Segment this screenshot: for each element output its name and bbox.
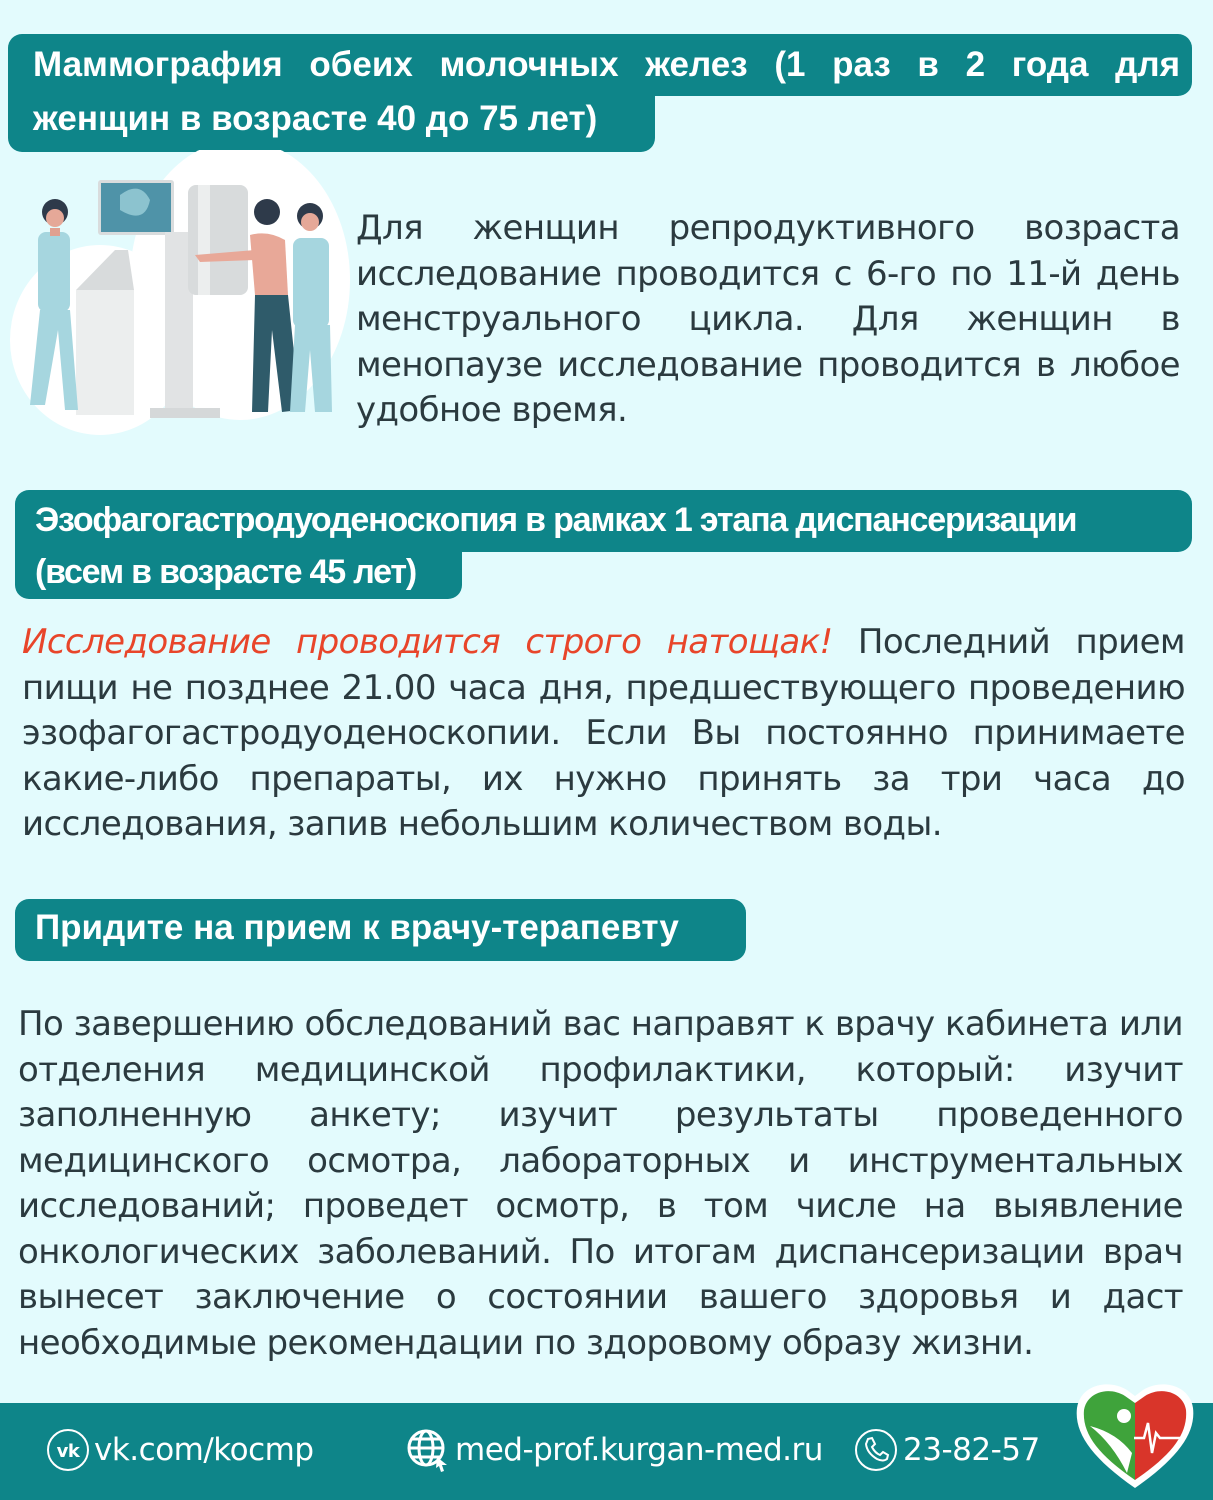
footer [0,1403,1213,1500]
mammography-text: Для женщин репродуктивного возраста исследование проводится с 6-го по 11-й день менструального цикла. Для женщин в менопаузе исследование проводится в любое удобное время. [356,208,1180,430]
vk-label: vk.com/kocmp [94,1432,314,1468]
egds-text [22,620,1185,848]
section-title-therapist: Придите на прием к врачу-терапевту [15,899,746,961]
vk-icon [46,1428,90,1472]
svg-text:vk: vk [56,1441,80,1462]
globe-icon [405,1427,451,1473]
phone-icon [853,1427,899,1473]
section-title-egds: Эзофагогастродуоденоскопия в рамках 1 этапа диспансеризации [15,490,1192,552]
therapist-text: По завершению обследований вас направят к врачу кабинета или отделения медицинской профилактики, который: изучит заполненную анкету; изучит результаты проведенного медицинского осмотра, лабораторных и инструментальных исследований; проведет осмотр, в том числе на выявление онкологических заболеваний. По итогам диспансеризации врач вынесет заключение о состоянии вашего здоровья и даст необходимые рекомендации по здоровому образу жизни. [18,1004,1183,1363]
section-title-mammography-line2: женщин в возрасте 40 до 75 лет) [8,94,655,152]
section-title-mammography: Маммография обеих молочных желез (1 раз в 2 года для [8,34,1192,96]
vk-link[interactable] [46,1425,314,1475]
phone-label: 23-82-57 [903,1432,1040,1468]
egds-instructions: Последний прием пищи не позднее 21.00 часа дня, предшествующего проведению эзофагогастродуоденоскопии. Если Вы постоянно принимаете какие-либо препараты, их нужно принять за три часа до исследования, запив небольшим количеством воды. [22,622,1185,844]
heart-logo [1072,1378,1198,1496]
site-label: med-prof.kurgan-med.ru [455,1432,823,1468]
section-title-egds-line2: (всем в возрасте 45 лет) [15,550,462,599]
fasting-warning: Исследование проводится строго натощак! [22,622,833,662]
site-link[interactable] [405,1425,823,1475]
phone-link[interactable] [853,1425,1040,1475]
mammography-illustration [10,150,350,435]
